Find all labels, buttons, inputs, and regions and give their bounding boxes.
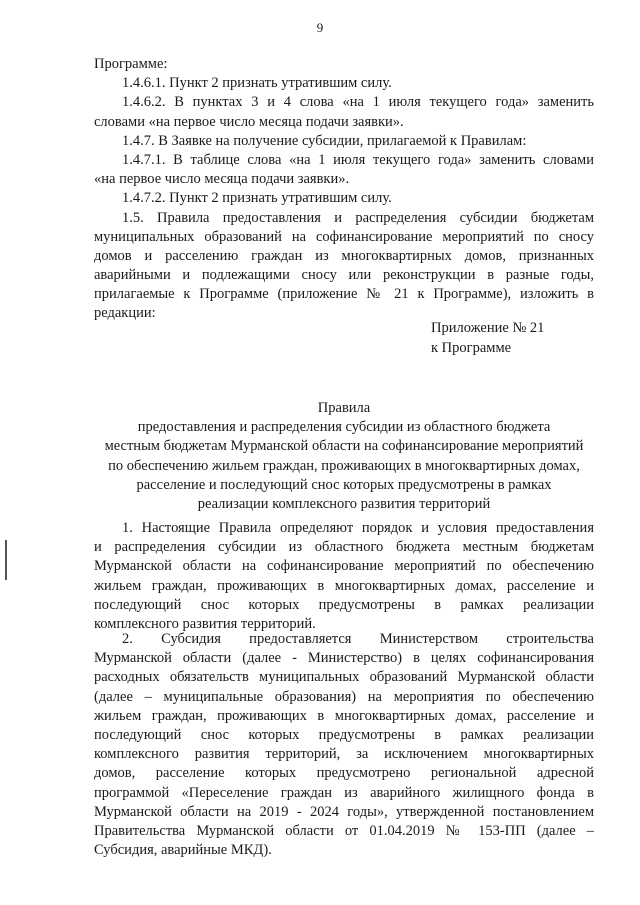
appendix-line: Приложение № 21 <box>431 320 545 336</box>
text-line: Субсидия, аварийные МКД). <box>94 842 272 859</box>
subtitle-line: предоставления и распределения субсидии из областного бюджета <box>137 419 551 436</box>
rules-title: Правила <box>317 400 371 416</box>
text-line: 1.4.7.1. В таблице слова «на 1 июля текущего года» заменить словами <box>122 151 594 168</box>
text-line: и распределения субсидии из областного бюджета местным бюджетам <box>94 539 594 556</box>
text-line: редакции: <box>94 305 156 322</box>
page-number: 9 <box>316 20 324 35</box>
text-line: 1.4.7.2. Пункт 2 признать утратившим силу. <box>122 190 392 207</box>
text-line: Мурманской области на софинансирование мероприятий по обеспечению <box>94 558 594 575</box>
subtitle-line: местным бюджетам Мурманской области на софинансирование мероприятий <box>104 438 584 455</box>
text-line: (далее – муниципальные образования) на мероприятия по обеспечению <box>94 688 594 705</box>
intro-section <box>94 55 594 324</box>
text-line: Программе: <box>94 56 168 72</box>
text-line: домов, расселение которых предусмотрено региональной адресной <box>94 765 594 782</box>
text-line: 1.4.6.1. Пункт 2 признать утратившим силу. <box>122 75 392 92</box>
text-line: последующий снос которых предусмотрены в рамках реализации <box>94 596 594 613</box>
subtitle-line: расселение и последующий снос которых предусмотрены в рамках <box>136 476 552 493</box>
text-line: комплексного развития территорий, за исключением многоквартирных <box>94 746 594 763</box>
text-line: жильем граждан, проживающих в многоквартирных домах, расселение и <box>94 577 594 594</box>
appendix-reference <box>431 318 544 358</box>
text-line: Мурманской области на 2019 - 2024 годы», утвержденной постановлением <box>94 803 594 820</box>
appendix-line: к Программе <box>431 340 512 356</box>
rules-subtitle <box>94 418 594 514</box>
text-line: «на первое число месяца подачи заявки». <box>94 171 350 188</box>
text-line: 1.5. Правила предоставления и распределения субсидии бюджетам <box>122 209 594 226</box>
text-line: расходных обязательств муниципальных образований Мурманской области <box>94 669 594 686</box>
text-line: 1.4.7. В Заявке на получение субсидии, прилагаемой к Правилам: <box>122 132 527 149</box>
rules-heading <box>94 399 594 514</box>
text-line: прилагаемые к Программе (приложение № 21 к Программе), изложить в <box>94 286 594 303</box>
text-line: домов и расселению граждан из многоквартирных домов, признанных <box>94 247 594 264</box>
text-line: 1.4.6.2. В пунктах 3 и 4 слова «на 1 июля текущего года» заменить <box>122 94 594 111</box>
text-line: комплексного развития территорий. <box>94 615 316 632</box>
text-line: последующий снос которых предусмотрены в рамках реализации <box>94 726 594 743</box>
text-line: 2. Субсидия предоставляется Министерством строительства <box>122 631 594 647</box>
text-line: 1. Настоящие Правила определяют порядок и условия предоставления <box>122 520 594 536</box>
paragraph-1 <box>94 519 594 634</box>
text-line: Правительства Мурманской области от 01.04.2019 № 153-ПП (далее – <box>94 822 594 839</box>
paragraph-2 <box>94 630 594 860</box>
text-line: Мурманской области (далее - Министерство) в целях софинансирования <box>94 650 594 667</box>
text-line: словами «на первое число месяца подачи заявки». <box>94 113 404 130</box>
text-line: программой «Переселение граждан из аварийного жилищного фонда в <box>94 784 594 801</box>
text-line: муниципальных образований на софинансирование мероприятий по сносу <box>94 228 594 245</box>
subtitle-line: по обеспечению жильем граждан, проживающих в многоквартирных домах, <box>108 457 580 474</box>
text-line: жильем граждан, проживающих в многоквартирных домах, расселение и <box>94 707 594 724</box>
margin-mark <box>5 540 7 580</box>
text-line: аварийными и подлежащими сносу или реконструкции в разные годы, <box>94 267 594 284</box>
subtitle-line: реализации комплексного развития территорий <box>197 495 491 512</box>
